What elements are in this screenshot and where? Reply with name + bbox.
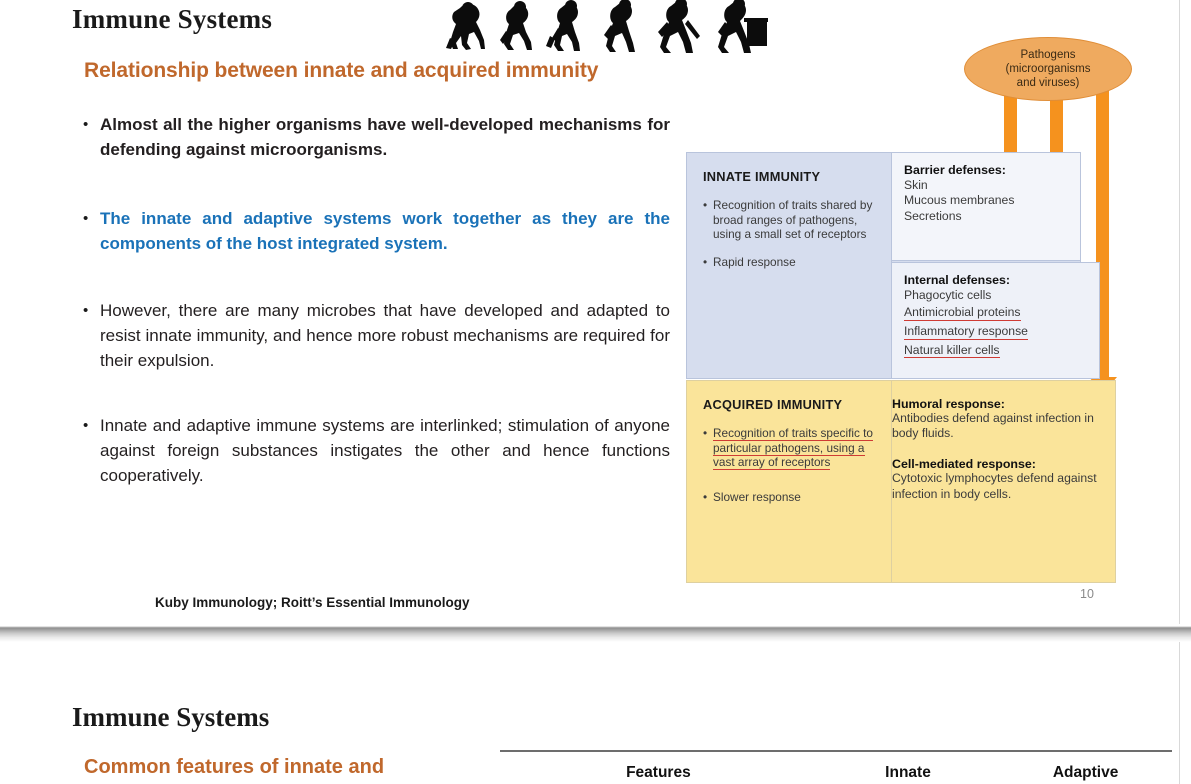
comparison-table xyxy=(500,750,1172,782)
acquired-left-column xyxy=(703,397,881,517)
internal-item-inflammatory-response: Inflammatory response xyxy=(904,324,1028,338)
table-header-innate: Innate xyxy=(885,763,931,781)
slide-page-number: 10 xyxy=(1080,587,1094,601)
internal-defenses-box xyxy=(891,262,1100,379)
immunity-diagram xyxy=(686,28,1146,583)
table-top-rule xyxy=(500,750,1172,752)
humoral-response-body: Antibodies defend against infection in body fluids. xyxy=(892,411,1094,441)
bullet-marker: • xyxy=(83,417,89,434)
bullet-text: Almost all the higher organisms have well-developed mechanisms for defending against microorganisms. xyxy=(100,115,670,159)
acquired-immunity-heading: ACQUIRED IMMUNITY xyxy=(703,397,843,412)
humoral-response-heading: Humoral response: xyxy=(892,397,1005,411)
bullet-text: Innate and adaptive immune systems are interlinked; stimulation of anyone against foreign substances instigates the other and hence functions cooperatively. xyxy=(100,416,670,485)
barrier-defenses-heading: Barrier defenses: xyxy=(904,163,1006,177)
slide-2-subtitle: Common features of innate and xyxy=(84,756,385,778)
innate-bullet-2: • Rapid response xyxy=(703,255,881,270)
barrier-item-skin: Skin xyxy=(904,178,928,192)
acquired-bullet-underlined xyxy=(703,426,881,470)
table-header-adaptive: Adaptive xyxy=(1052,763,1119,781)
bullet-list xyxy=(78,112,670,514)
source-citation: Kuby Immunology; Roitt’s Essential Immunology xyxy=(155,595,470,610)
internal-item-phagocytic-cells: Phagocytic cells xyxy=(904,288,992,302)
internal-item-natural-killer-cells: Natural killer cells xyxy=(904,342,1000,357)
bullet-marker: • xyxy=(83,302,89,319)
bullet-marker: • xyxy=(83,116,89,133)
slide-2-page-title: Immune Systems xyxy=(72,702,270,732)
table-header-row xyxy=(500,764,1172,782)
arrow-to-barrier-defenses-icon xyxy=(1004,90,1017,158)
list-item xyxy=(78,206,670,256)
cell-mediated-response-body: Cytotoxic lymphocytes defend against infection in body cells. xyxy=(892,471,1097,501)
slide-separator xyxy=(0,626,1191,642)
pathogens-callout xyxy=(964,37,1132,101)
internal-defenses-heading: Internal defenses: xyxy=(904,273,1011,287)
barrier-defenses-box xyxy=(891,152,1081,261)
bullet-text: The innate and adaptive systems work together as they are the components of the host integrated system. xyxy=(100,209,670,253)
barrier-item-secretions: Secretions xyxy=(904,208,962,223)
slide-2 xyxy=(0,642,1180,784)
acquired-bullet-slower-response: • Slower response xyxy=(703,490,881,505)
barrier-item-mucous-membranes: Mucous membranes xyxy=(904,193,1015,208)
pathogens-line-2: (microorganisms xyxy=(1005,63,1091,75)
acquired-immunity-panel xyxy=(686,380,1116,583)
slide-subtitle: Relationship between innate and acquired immunity xyxy=(84,59,599,82)
table-header-features: Features xyxy=(626,763,691,781)
list-item xyxy=(78,413,670,488)
list-item xyxy=(78,112,670,162)
pathogens-line-1: Pathogens xyxy=(1020,49,1076,61)
innate-immunity-heading: INNATE IMMUNITY xyxy=(703,169,821,184)
internal-item-antimicrobial-proteins: Antimicrobial proteins xyxy=(904,305,1021,320)
acquired-right-column xyxy=(892,397,1107,518)
list-item xyxy=(78,298,670,373)
pathogens-line-3: and viruses) xyxy=(1016,77,1080,89)
bullet-text: However, there are many microbes that have developed and adapted to resist innate immunity, and hence more robust mechanisms are required for their expulsion. xyxy=(100,301,670,370)
cell-mediated-response-heading: Cell-mediated response: xyxy=(892,457,1036,472)
innate-bullet-1: • Recognition of traits shared by broad ranges of pathogens, using a small set of receptors xyxy=(703,198,881,242)
page-title: Immune Systems xyxy=(72,4,273,34)
bullet-marker: • xyxy=(83,210,89,227)
acquired-bullet-underlined-text: Recognition of traits specific to particular pathogens, using a vast array of receptors xyxy=(713,426,873,470)
innate-left-column xyxy=(703,169,881,282)
